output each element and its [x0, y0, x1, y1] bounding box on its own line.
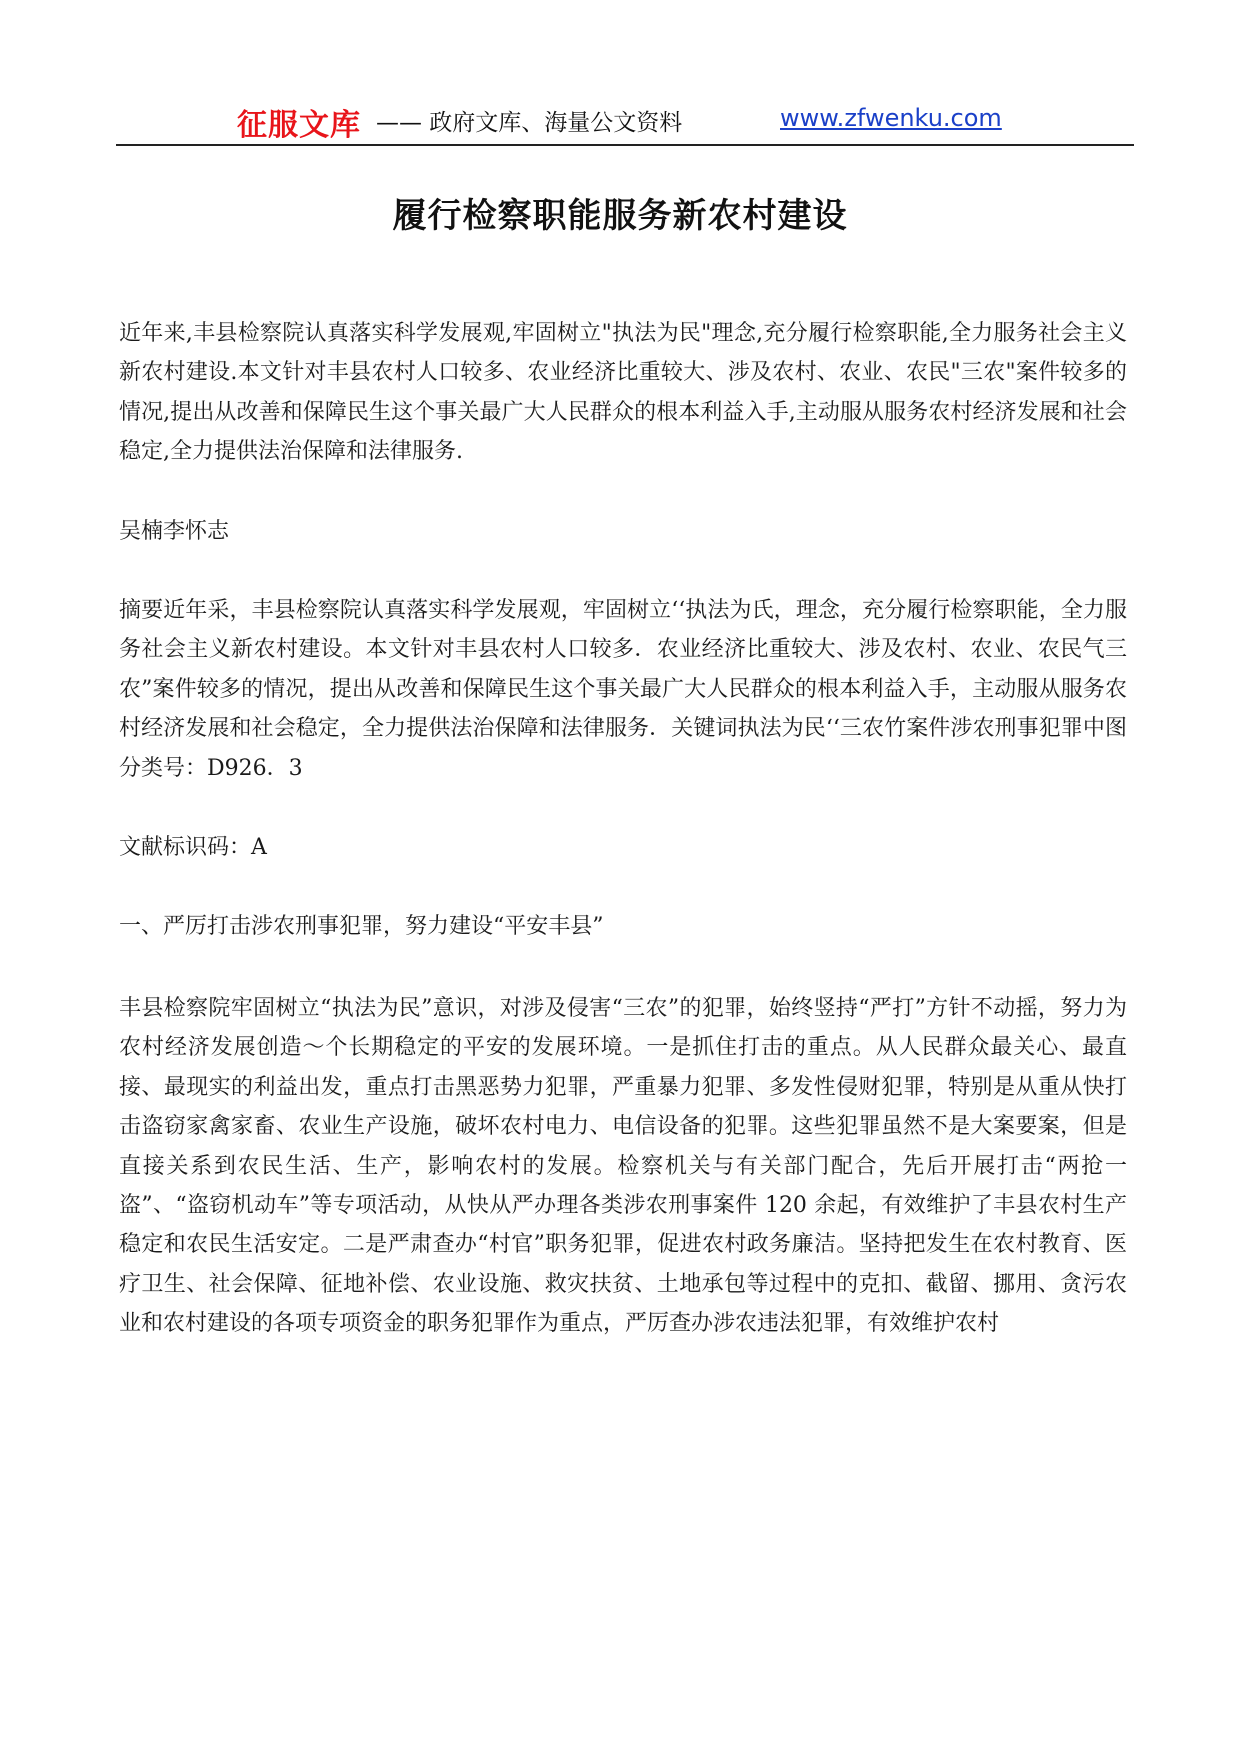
section-heading-1: 一、严厉打击涉农刑事犯罪，努力建设“平安丰县”: [119, 914, 604, 940]
page-header: [116, 96, 1134, 146]
intro-paragraph: 近年来,丰县检察院认真落实科学发展观,牢固树立"执法为民"理念,充分履行检察职能,全力服务社会主义新农村建设.本文针对丰县农村人口较多、农业经济比重较大、涉及农村、农业、农民"三农"案件较多的情况,提出从改善和保障民生这个事关最广大人民群众的根本利益入手,主动服从服务农村经济发展和社会稳定,全力提供法治保障和法律服务.: [119, 321, 1127, 465]
document-title: 履行检察职能服务新农村建设: [392, 196, 848, 236]
abstract-paragraph: 摘要近年采，丰县检察院认真落实科学发展观，牢固树立‘‘执法为氏，理念，充分履行检察职能，全力服务社会主义新农村建设。本文针对丰县农村人口较多．农业经济比重较大、涉及农村、农业、农民气三农”案件较多的情况，提出从改善和保障民生这个事关最广大人民群众的根本利益入手，主动服从服务农村经济发展和社会稳定，全力提供法治保障和法律服务．关键词执法为民‘‘三农竹案件涉农刑事犯罪中图分类号：D926．3: [119, 598, 1127, 781]
site-url-link[interactable]: www.zfwenku.com: [780, 104, 1002, 132]
document-code-line: 文献标识码：A: [119, 835, 267, 861]
body-paragraph: 丰县检察院牢固树立“执法为民”意识，对涉及侵害“三农”的犯罪，始终竖持“严打”方针不动摇，努力为农村经济发展创造～个长期稳定的平安的发展环境。一是抓住打击的重点。从人民群众最关心、最直接、最现实的利益出发，重点打击黑恶势力犯罪，严重暴力犯罪、多发性侵财犯罪，特别是从重从快打击盗窃家禽家畜、农业生产设施，破坏农村电力、电信设备的犯罪。这些犯罪虽然不是大案要案，但是直接关系到农民生活、生产，影响农村的发展。检察机关与有关部门配合，先后开展打击“两抢一盗”、“盗窃机动车”等专项活动，从快从严办理各类涉农刑事案件 120 余起，有效维护了丰县农村生产稳定和农民生活安定。二是严肃查办“村官”职务犯罪，促进农村政务廉洁。坚持把发生在农村教育、医疗卫生、社会保障、征地补偿、农业设施、救灾扶贫、土地承包等过程中的克扣、截留、挪用、贪污农业和农村建设的各项专项资金的职务犯罪作为重点，严厉查办涉农违法犯罪，有效维护农村: [119, 995, 1127, 1337]
document-body: [119, 314, 1127, 1344]
header-tagline: —— 政府文库、海量公文资料: [376, 110, 683, 136]
brand-logo-text: 征服文库: [237, 108, 361, 143]
authors-line: 吴楠李怀志: [119, 518, 230, 544]
